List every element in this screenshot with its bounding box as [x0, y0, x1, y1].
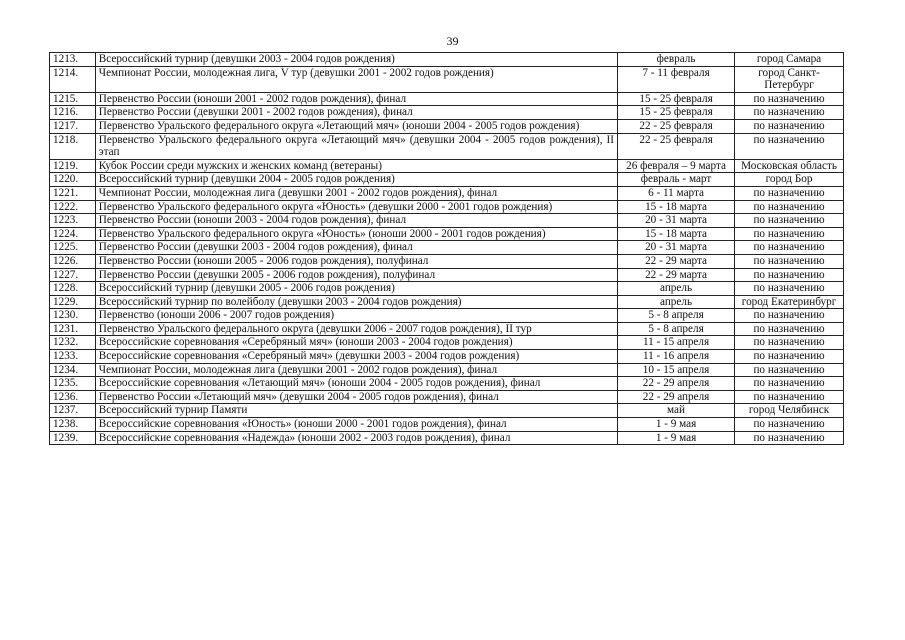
event-place: по назначению [735, 186, 844, 200]
event-date: апрель [618, 282, 735, 296]
table-row [50, 336, 844, 350]
event-name: Первенство Уральского федерального округа (девушки 2006 - 2007 годов рождения), II тур [95, 322, 617, 336]
row-number: 1235. [50, 377, 96, 391]
event-name: Первенство России (юноши 2003 - 2004 годов рождения), финал [95, 214, 617, 228]
event-date: май [618, 404, 735, 418]
event-place: по назначению [735, 377, 844, 391]
event-name: Первенство Уральского федерального округа «Юность» (девушки 2000 - 2001 годов рождения) [95, 200, 617, 214]
table-row [50, 200, 844, 214]
event-name: Всероссийские соревнования «Юность» (юноши 2000 - 2001 годов рождения), финал [95, 418, 617, 432]
table-row [50, 390, 844, 404]
event-name: Первенство России (девушки 2003 - 2004 годов рождения), финал [95, 241, 617, 255]
event-date: 6 - 11 марта [618, 186, 735, 200]
event-date: 11 - 15 апреля [618, 336, 735, 350]
event-place: по назначению [735, 200, 844, 214]
table-row [50, 186, 844, 200]
event-name: Первенство России «Летающий мяч» (девушки 2004 - 2005 годов рождения), финал [95, 390, 617, 404]
table-row [50, 92, 844, 106]
row-number: 1224. [50, 227, 96, 241]
table-row [50, 106, 844, 120]
event-place: по назначению [735, 418, 844, 432]
event-date: 22 - 25 февраля [618, 119, 735, 133]
row-number: 1239. [50, 431, 96, 445]
events-table-body [50, 53, 844, 445]
event-name: Первенство России (юноши 2001 - 2002 годов рождения), финал [95, 92, 617, 106]
event-place: по назначению [735, 282, 844, 296]
event-name: Первенство (юноши 2006 - 2007 годов рождения) [95, 309, 617, 323]
row-number: 1237. [50, 404, 96, 418]
row-number: 1222. [50, 200, 96, 214]
table-row [50, 363, 844, 377]
event-date: 15 - 18 марта [618, 227, 735, 241]
table-row [50, 159, 844, 173]
event-date: 15 - 18 марта [618, 200, 735, 214]
table-row [50, 418, 844, 432]
table-row [50, 377, 844, 391]
event-name: Первенство Уральского федерального округа «Летающий мяч» (девушки 2004 - 2005 годов рождения), II этап [95, 133, 617, 159]
event-place: по назначению [735, 106, 844, 120]
table-row [50, 295, 844, 309]
row-number: 1226. [50, 254, 96, 268]
event-place: по назначению [735, 119, 844, 133]
event-place: по назначению [735, 268, 844, 282]
event-date: 15 - 25 февраля [618, 106, 735, 120]
table-row [50, 241, 844, 255]
row-number: 1221. [50, 186, 96, 200]
row-number: 1238. [50, 418, 96, 432]
table-row [50, 282, 844, 296]
event-place: по назначению [735, 133, 844, 159]
event-name: Первенство России (девушки 2005 - 2006 годов рождения), полуфинал [95, 268, 617, 282]
event-place: город Бор [735, 173, 844, 187]
event-place: по назначению [735, 241, 844, 255]
event-name: Всероссийские соревнования «Серебряный мяч» (девушки 2003 - 2004 годов рождения) [95, 350, 617, 364]
event-name: Всероссийские соревнования «Надежда» (юноши 2002 - 2003 годов рождения), финал [95, 431, 617, 445]
event-name: Всероссийские соревнования «Летающий мяч» (юноши 2004 - 2005 годов рождения), финал [95, 377, 617, 391]
row-number: 1217. [50, 119, 96, 133]
table-row [50, 431, 844, 445]
event-place: по назначению [735, 214, 844, 228]
event-name: Всероссийский турнир Памяти [95, 404, 617, 418]
event-name: Первенство Уральского федерального округа «Летающий мяч» (юноши 2004 - 2005 годов рождения) [95, 119, 617, 133]
event-date: февраль - март [618, 173, 735, 187]
event-place: по назначению [735, 431, 844, 445]
event-date: 5 - 8 апреля [618, 322, 735, 336]
event-place: по назначению [735, 309, 844, 323]
event-place: по назначению [735, 350, 844, 364]
event-date: 26 февраля – 9 марта [618, 159, 735, 173]
event-place: город Санкт-Петербург [735, 66, 844, 92]
table-row [50, 309, 844, 323]
page-number: 39 [446, 34, 459, 48]
row-number: 1220. [50, 173, 96, 187]
event-name: Всероссийский турнир (девушки 2004 - 2005 годов рождения) [95, 173, 617, 187]
event-date: 20 - 31 марта [618, 241, 735, 255]
event-name: Чемпионат России, молодежная лига (девушки 2001 - 2002 годов рождения), финал [95, 186, 617, 200]
event-name: Всероссийские соревнования «Серебряный мяч» (юноши 2003 - 2004 годов рождения) [95, 336, 617, 350]
table-row [50, 53, 844, 67]
event-date: 1 - 9 мая [618, 418, 735, 432]
event-place: по назначению [735, 227, 844, 241]
event-place: город Челябинск [735, 404, 844, 418]
table-row [50, 214, 844, 228]
event-name: Всероссийский турнир (девушки 2005 - 2006 годов рождения) [95, 282, 617, 296]
event-place: по назначению [735, 92, 844, 106]
event-date: 5 - 8 апреля [618, 309, 735, 323]
table-row [50, 119, 844, 133]
row-number: 1213. [50, 53, 96, 67]
event-date: февраль [618, 53, 735, 67]
event-name: Первенство России (девушки 2001 - 2002 годов рождения), финал [95, 106, 617, 120]
event-place: по назначению [735, 254, 844, 268]
table-row [50, 268, 844, 282]
event-name: Всероссийский турнир по волейболу (девушки 2003 - 2004 годов рождения) [95, 295, 617, 309]
event-date: 22 - 29 марта [618, 268, 735, 282]
table-row [50, 254, 844, 268]
row-number: 1225. [50, 241, 96, 255]
row-number: 1218. [50, 133, 96, 159]
table-row [50, 322, 844, 336]
event-name: Чемпионат России, молодежная лига (девушки 2001 - 2002 годов рождения), финал [95, 363, 617, 377]
table-row [50, 133, 844, 159]
event-date: 22 - 29 марта [618, 254, 735, 268]
table-row [50, 350, 844, 364]
event-place: город Екатеринбург [735, 295, 844, 309]
event-name: Кубок России среди мужских и женских команд (ветераны) [95, 159, 617, 173]
event-date: 22 - 29 апреля [618, 377, 735, 391]
event-date: 20 - 31 марта [618, 214, 735, 228]
row-number: 1215. [50, 92, 96, 106]
event-place: Московская область [735, 159, 844, 173]
event-name: Первенство Уральского федерального округа «Юность» (юноши 2000 - 2001 годов рождения) [95, 227, 617, 241]
event-name: Всероссийский турнир (девушки 2003 - 2004 годов рождения) [95, 53, 617, 67]
row-number: 1216. [50, 106, 96, 120]
event-date: 22 - 25 февраля [618, 133, 735, 159]
event-date: 22 - 29 апреля [618, 390, 735, 404]
table-row [50, 227, 844, 241]
row-number: 1229. [50, 295, 96, 309]
event-name: Первенство России (юноши 2005 - 2006 годов рождения), полуфинал [95, 254, 617, 268]
event-date: 7 - 11 февраля [618, 66, 735, 92]
row-number: 1227. [50, 268, 96, 282]
row-number: 1214. [50, 66, 96, 92]
row-number: 1233. [50, 350, 96, 364]
table-row [50, 173, 844, 187]
event-place: по назначению [735, 336, 844, 350]
event-place: по назначению [735, 390, 844, 404]
event-place: по назначению [735, 363, 844, 377]
row-number: 1231. [50, 322, 96, 336]
row-number: 1232. [50, 336, 96, 350]
event-name: Чемпионат России, молодежная лига, V тур (девушки 2001 - 2002 годов рождения) [95, 66, 617, 92]
event-date: апрель [618, 295, 735, 309]
event-place: по назначению [735, 322, 844, 336]
event-date: 15 - 25 февраля [618, 92, 735, 106]
event-date: 10 - 15 апреля [618, 363, 735, 377]
row-number: 1236. [50, 390, 96, 404]
row-number: 1219. [50, 159, 96, 173]
row-number: 1234. [50, 363, 96, 377]
row-number: 1228. [50, 282, 96, 296]
event-place: город Самара [735, 53, 844, 67]
event-date: 11 - 16 апреля [618, 350, 735, 364]
row-number: 1223. [50, 214, 96, 228]
table-row [50, 404, 844, 418]
events-table [49, 52, 844, 445]
table-row [50, 66, 844, 92]
event-date: 1 - 9 мая [618, 431, 735, 445]
row-number: 1230. [50, 309, 96, 323]
